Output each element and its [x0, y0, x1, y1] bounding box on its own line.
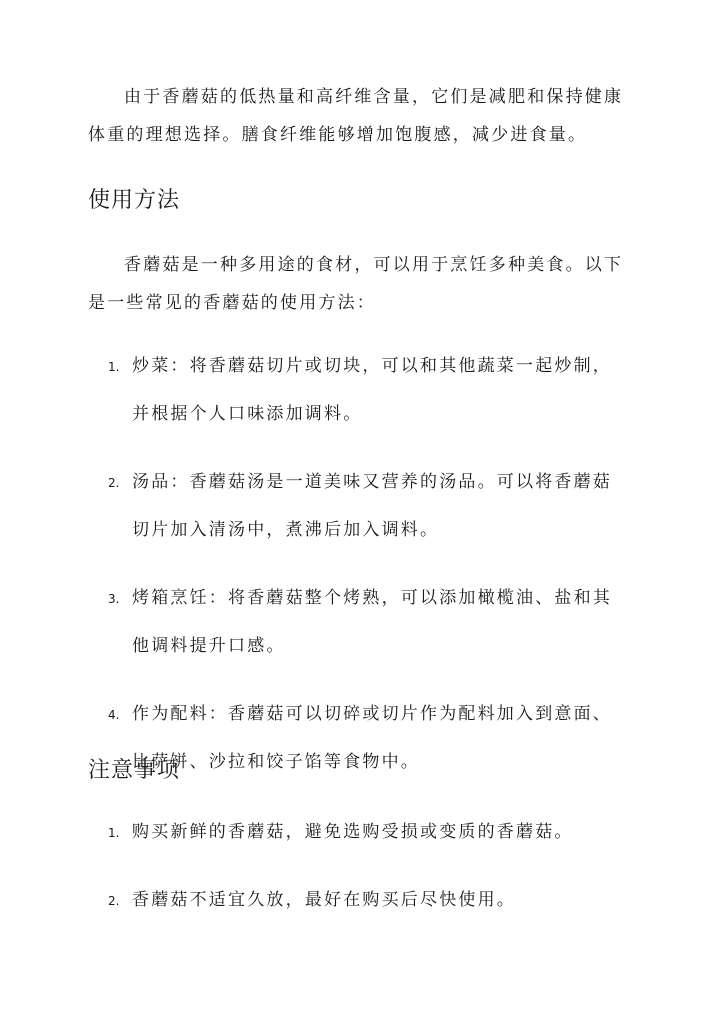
notes-list: [88, 808, 628, 944]
intro-paragraph: 由于香蘑菇的低热量和高纤维含量，它们是减肥和保持健康体重的理想选择。膳食纤维能够增加饱腹感，减少进食量。: [88, 87, 624, 145]
list-number: 2.: [108, 894, 120, 908]
list-number: 4.: [108, 708, 120, 722]
list-item-text: 作为配料：香蘑菇可以切碎或切片作为配料加入到意面、比萨饼、沙拉和饺子馅等食物中。: [132, 704, 612, 772]
notes-list-item-2: [88, 876, 628, 924]
list-item-text: 香蘑菇不适宜久放，最好在购买后尽快使用。: [132, 890, 516, 910]
list-item-text: 烤箱烹饪：将香蘑菇整个烤熟，可以添加橄榄油、盐和其他调料提升口感。: [132, 588, 612, 656]
list-number: 1.: [108, 826, 120, 840]
usage-intro-paragraph: 香蘑菇是一种多用途的食材，可以用于烹饪多种美食。以下是一些常见的香蘑菇的使用方法：: [88, 255, 624, 313]
list-number: 1.: [108, 360, 120, 374]
list-item-text: 汤品：香蘑菇汤是一道美味又营养的汤品。可以将香蘑菇切片加入清汤中，煮沸后加入调料。: [132, 472, 612, 540]
usage-list-item-3: [88, 574, 628, 670]
list-number: 2.: [108, 476, 120, 490]
list-number: 3.: [108, 592, 120, 606]
notes-heading: 注意事项: [88, 758, 181, 783]
usage-list: [88, 342, 628, 806]
usage-list-item-1: [88, 342, 628, 438]
list-item-text: 购买新鲜的香蘑菇，避免选购受损或变质的香蘑菇。: [132, 822, 574, 842]
usage-list-item-2: [88, 458, 628, 554]
notes-list-item-1: [88, 808, 628, 856]
list-item-text: 炒菜：将香蘑菇切片或切块，可以和其他蔬菜一起炒制，并根据个人口味添加调料。: [132, 356, 612, 424]
usage-heading: 使用方法: [88, 188, 181, 213]
